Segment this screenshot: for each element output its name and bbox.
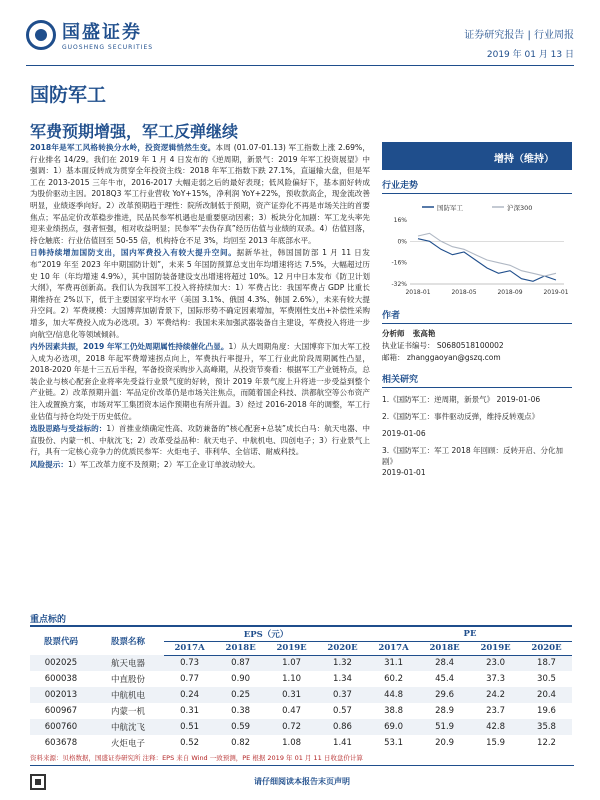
related-item-3-date: 2019-01-01 (382, 468, 426, 477)
report-type: 证券研究报告 | 行业周报 (464, 30, 574, 41)
series-line (418, 233, 556, 276)
eps-cell: 0.59 (215, 719, 266, 735)
analyst-label: 分析师 (382, 329, 405, 338)
logo-icon (26, 20, 56, 50)
pe-cell: 28.9 (419, 703, 470, 719)
x-tick-label: 2018-01 (405, 289, 431, 296)
industry-name: 国防军工 (30, 84, 107, 106)
cert-label: 执业证书编号： (382, 341, 435, 350)
pe-cell: 35.8 (521, 719, 572, 735)
pe-year-header: 2019E (470, 641, 521, 655)
author-title: 作者 (382, 308, 572, 324)
related-item-2[interactable] (382, 411, 572, 439)
company-logo (26, 18, 153, 51)
eps-cell: 1.08 (266, 735, 317, 751)
pe-cell: 42.8 (470, 719, 521, 735)
pe-header: PE (368, 627, 572, 641)
x-tick-label: 2019-01 (543, 289, 569, 296)
eps-cell: 1.10 (266, 671, 317, 687)
stock-name: 内蒙一机 (92, 703, 164, 719)
related-item-2-date: 2019-01-06 (382, 429, 426, 438)
cert-number: S0680518100002 (436, 341, 504, 350)
eps-cell: 0.31 (164, 703, 215, 719)
pe-cell: 28.4 (419, 655, 470, 671)
email-label: 邮箱： (382, 353, 405, 362)
pe-year-header: 2018E (419, 641, 470, 655)
pe-cell: 45.4 (419, 671, 470, 687)
eps-cell: 0.47 (266, 703, 317, 719)
stock-code: 002013 (30, 687, 92, 703)
stock-name: 中直股份 (92, 671, 164, 687)
stock-name: 中航机电 (92, 687, 164, 703)
paragraph-3 (30, 341, 370, 422)
pe-year-header: 2017A (368, 641, 419, 655)
paragraph-2-lead: 日韩持续增加国防支出，国内军费投入有较大提升空间。 (30, 248, 237, 258)
col-code-header: 股票代码 (43, 637, 78, 647)
stock-name: 航天电器 (92, 655, 164, 671)
eps-cell: 0.77 (164, 671, 215, 687)
pe-cell: 53.1 (368, 735, 419, 751)
pe-cell: 15.9 (470, 735, 521, 751)
eps-cell: 0.37 (317, 687, 368, 703)
eps-cell: 0.52 (164, 735, 215, 751)
email-row (382, 352, 572, 364)
paragraph-3-lead: 内外因素共振，2019 年军工仍处周期属性持续催化凸显。 (30, 342, 229, 352)
page-footer (30, 765, 574, 795)
paragraph-1-text: 本周 (01.07-01.13) 军工指数上涨 2.69%，行业排名 14/29。我们在 2019 年 1 月 4 日发布的《逆周期，新景气：2019 年军工投资展望》中强调：1）基本面反转成为贯穿全年投资主线：2018 年军工指数下跌 27.1%，直逼输大盘，但是军工在 2013-2015 三年牛市，2016-2017 大幅走弱之后的最好表现；低风险偏好下，基本面好转成为股价驱动主因。2018Q3 军工行业营收 YoY+15%，净利润 YoY+22%，预收款高企，现金流改善明显，业绩逐季向好。2）改革预期趋于理性：院所改制低于预期，资产证券化不再是市场关注的首要焦点；军品定价改革稳步推进，民品民参军机遇也是重要驱动因素；3）板块分化加剧：军工龙头率先迎来业绩拐点，强者恒强，相对收益明显；民参军“去伪存真”经历估值与业绩的双杀。4）估值回落，持仓触底：行业估值回至 50-55 倍，机构持仓不足 3%，均回至 2013 年底部水平。 (30, 143, 370, 245)
table-row (30, 719, 572, 735)
paragraph-5 (30, 459, 370, 471)
eps-cell: 1.34 (317, 671, 368, 687)
pe-cell: 30.5 (521, 671, 572, 687)
x-tick-label: 2018-09 (497, 289, 523, 296)
table-row (30, 671, 572, 687)
trend-title: 行业走势 (382, 178, 572, 194)
eps-cell: 0.86 (317, 719, 368, 735)
key-stocks-title: 重点标的 (30, 615, 67, 625)
y-tick-label: 16% (393, 217, 407, 224)
eps-cell: 0.57 (317, 703, 368, 719)
pe-cell: 24.2 (470, 687, 521, 703)
table-row (30, 735, 572, 751)
eps-cell: 0.72 (266, 719, 317, 735)
stock-code: 600967 (30, 703, 92, 719)
eps-cell: 0.90 (215, 671, 266, 687)
pe-cell: 31.1 (368, 655, 419, 671)
stock-name: 火炬电子 (92, 735, 164, 751)
pe-cell: 38.8 (368, 703, 419, 719)
legend-label: 国防军工 (437, 204, 463, 212)
stock-code: 600760 (30, 719, 92, 735)
related-item-2-text: 2.《国防军工：事件驱动反弹，维持反转观点》 (382, 412, 540, 421)
logo-cn-text: 国盛证券 (62, 22, 142, 43)
pe-cell: 51.9 (419, 719, 470, 735)
eps-cell: 0.51 (164, 719, 215, 735)
stock-code: 002025 (30, 655, 92, 671)
trend-chart-svg (382, 200, 572, 300)
eps-cell: 0.73 (164, 655, 215, 671)
pe-cell: 18.7 (521, 655, 572, 671)
paragraph-3-text: 1）从大周期角度：大国博弈下加大军工投入成为必选项，2018 年起军费增速拐点向上，军费执行率提升，军工行业此阶段周期属性凸显，2018-2020 年是十三五后半程，军备投资采购步入高峰期，从投资节奏看：根据军工产业链特点，总装企业与核心配套企业将率先受益行业景气度的好转，预计 2019 年景气度上升将进一步受益到整个产业链。2）改革预期升温：军品定价改革仍是市场关注焦点，而随着国企科技、洪都航空等公布资产注入或置换方案，市场对军工集团资本运作预期也有所升温。3）经过 2016-2018 年的调整，军工行业估值与持仓均处于历史低位。 (30, 342, 370, 421)
pe-cell: 69.0 (368, 719, 419, 735)
paragraph-5-lead: 风险提示： (30, 460, 68, 470)
sidebar (382, 142, 572, 478)
analyst-name: 张高艳 (412, 329, 436, 338)
related-item-3[interactable] (382, 445, 572, 478)
analyst-row (382, 328, 572, 340)
paragraph-2 (30, 247, 370, 340)
pe-cell: 19.6 (521, 703, 572, 719)
stock-name: 中航沈飞 (92, 719, 164, 735)
related-item-1[interactable] (382, 394, 572, 405)
rating-badge: 增持（维持） (382, 142, 572, 170)
table-row (30, 703, 572, 719)
stock-code: 603678 (30, 735, 92, 751)
col-name-header: 股票名称 (110, 637, 145, 647)
eps-year-header: 2019E (266, 641, 317, 655)
related-title: 相关研究 (382, 372, 572, 388)
stock-code: 600038 (30, 671, 92, 687)
legend-label: 沪深300 (507, 204, 533, 212)
footer-disclaimer: 请仔细阅读本报告末页声明 (254, 777, 350, 786)
report-body (30, 142, 370, 472)
key-stocks-table (30, 627, 572, 751)
eps-year-header: 2018E (215, 641, 266, 655)
table-source-note: 资料来源：贝格数据，国盛证券研究所 注释：EPS 来自 Wind 一致预测，PE 根据 2019 年 01 月 11 日收盘价计算 (30, 754, 363, 762)
eps-cell: 0.24 (164, 687, 215, 703)
page-header (0, 0, 600, 70)
report-title: 军费预期增强，军工反弹继续 (30, 122, 239, 141)
eps-cell: 0.82 (215, 735, 266, 751)
eps-cell: 0.87 (215, 655, 266, 671)
y-tick-label: -16% (391, 259, 407, 267)
pe-cell: 20.9 (419, 735, 470, 751)
paragraph-5-text: 1）军工改革力度不及预期；2）军工企业订单波动较大。 (67, 460, 260, 470)
pe-cell: 29.6 (419, 687, 470, 703)
eps-cell: 1.07 (266, 655, 317, 671)
eps-header: EPS（元） (164, 627, 368, 641)
table-row (30, 655, 572, 671)
pe-cell: 23.0 (470, 655, 521, 671)
eps-cell: 0.38 (215, 703, 266, 719)
pe-year-header: 2020E (521, 641, 572, 655)
paragraph-4-text: 1）首推业绩确定性高、攻防兼备的“核心配套+总装”成长白马：航天电器、中直股份、内蒙一机、中航沈飞；2）改革受益品种：航天电子、中航机电、四创电子；3）行业景气上行，具有一定核心竞争力的优质民参军：火炬电子、菲利华、全信诺、耐威科技。 (30, 424, 371, 457)
pe-cell: 12.2 (521, 735, 572, 751)
eps-cell: 0.31 (266, 687, 317, 703)
email-address[interactable]: zhanggaoyan@gszq.com (406, 353, 501, 362)
header-divider (26, 65, 574, 66)
eps-cell: 1.32 (317, 655, 368, 671)
paragraph-1-lead: 2018年是军工风格转换分水岭，投资逻辑悄然生变。 (30, 143, 216, 152)
logo-en-text: GUOSHENG SECURITIES (62, 44, 154, 51)
eps-year-header: 2020E (317, 641, 368, 655)
pe-cell: 37.3 (470, 671, 521, 687)
paragraph-4-lead: 选股思路与受益标的： (30, 424, 107, 434)
report-date: 2019 年 01 月 13 日 (486, 50, 574, 60)
eps-cell: 0.25 (215, 687, 266, 703)
cert-row (382, 340, 572, 352)
table-row (30, 687, 572, 703)
related-item-1-date: 2019-01-06 (496, 395, 541, 404)
eps-cell: 1.41 (317, 735, 368, 751)
trend-chart (382, 200, 572, 300)
x-tick-label: 2018-05 (451, 289, 477, 296)
pe-cell: 60.2 (368, 671, 419, 687)
y-tick-label: 0% (397, 238, 407, 246)
pe-cell: 20.4 (521, 687, 572, 703)
paragraph-4 (30, 423, 370, 458)
paragraph-1 (30, 142, 370, 246)
pe-cell: 23.7 (470, 703, 521, 719)
paragraph-2-text: 据新华社，韩国国防部 1 月 11 日发布“2019 年至 2023 年中期国防计划”，未来 5 年国防预算总支出年均增速将达 7.5%，大幅超过历史 10 年（年均增速 4.9%），其中国防装备建设支出增速将超过 10%。12 月中日本发布《防卫计划大纲》，军费再创新高。我们认为我国军工投入将持续加大：1）军费占比：我国军费占 GDP 比重长期维持在 2%以下，低于主要国家平均水平（美国 3.1%、俄国 4.3%、韩国 2.6%），未来有较大提升空间。2）军费规模：大国博弈加剧背景下，国际形势不确定因素增加，军费刚性支出+补偿性采购增多，加大军费投入成为必选项。3）军费结构：我国未来加强武器装备自主建设，军费投入将进一步向航空/信息化等领域倾斜。 (30, 248, 370, 339)
eps-year-header: 2017A (164, 641, 215, 655)
related-item-3-text: 3.《国防军工：军工 2018 年回顾：反转开启、分化加剧》 (382, 446, 564, 466)
pe-cell: 44.8 (368, 687, 419, 703)
related-item-1-text: 1.《国防军工：逆周期，新景气》 (382, 395, 495, 404)
y-tick-label: -32% (391, 281, 407, 288)
key-stocks-table-wrap (30, 625, 572, 751)
